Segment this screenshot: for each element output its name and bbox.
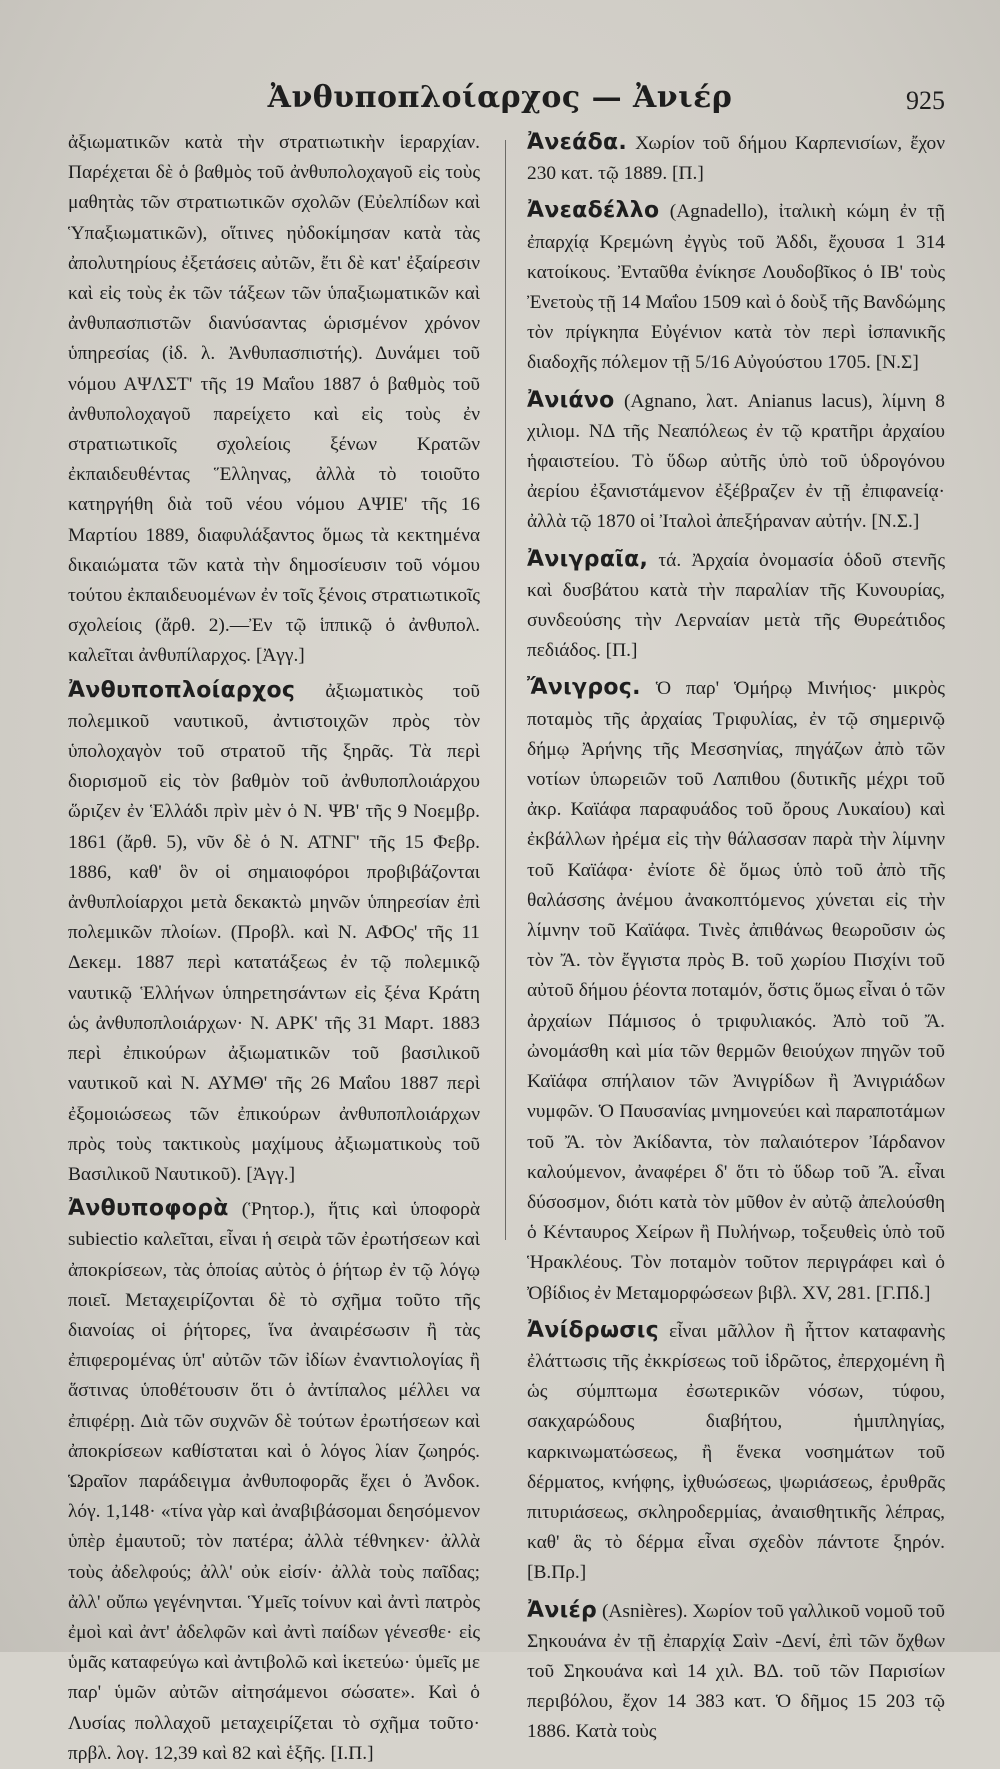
left-column [68, 128, 480, 1764]
page-number: 925 [906, 86, 945, 115]
entry-text: (Agnano, λατ. Anianus lacus), λίμνη 8 χιλιομ. ΝΔ τῆς Νεαπόλεως ἐν τῷ κρατῆρι ἀρχαίου ἡφαιστείου. Τὸ ὕδωρ αὐτῆς ὑπὸ τοῦ ὑδρογόνου ἀερίου ἐξανιστάμενον ἐξέβραζεν ἐν τῇ ἐπιφανείᾳ· ἀλλὰ τῷ 1870 οἱ Ἰταλοὶ ἀπεξήραναν αὐτήν. [Ν.Σ.] [527, 390, 945, 533]
entry-headword: Ἀνίδρωσις [527, 1317, 660, 1343]
entry [68, 1194, 480, 1769]
entry-headword: Ἀνθυποπλοίαρχος [68, 677, 296, 703]
column-divider [505, 140, 506, 1240]
entry-text: Ὁ παρ' Ὁμήρῳ Μινήιος· μικρὸς ποταμὸς τῆς ἀρχαίας Τριφυλίας, ἐν τῷ σημερινῷ δήμῳ Ἀρήνης τῆς Μεσσηνίας, πηγάζων ἀπὸ τῶν νοτίων ὑπωρειῶν τοῦ Λαπιθου (δυτικῆς μέχρι τοῦ ἀκρ. Καϊάφα παραφυάδος τοῦ ὄρους Λυκαίου) καὶ ἐκβάλλων ἠρέμα εἰς τὴν θάλασσαν παρὰ τὴν λίμνην τοῦ Καϊάφα· ἐνίοτε δὲ ὅμως ὑπὸ τοῦ ἀπὸ τῆς θαλάσσης ἀνέμου ἀνακοπτόμενος χύνεται εἰς τὴν λίμνην τοῦ Καϊάφα. Τινὲς ἀπιθάνως θεωροῦσιν ὡς τὸν Ἄ. τὸν ἔγγιστα πρὸς Β. τοῦ χωρίου Πισχίνι τοῦ αὐτοῦ δήμου ῥέοντα ποταμόν, ὅστις ὅμως εἶναι ὁ τῶν ἀρχαίων Πάμισος ὁ τριφυλιακός. Ἀπὸ τοῦ Ἄ. ὠνομάσθη καὶ μία τῶν θερμῶν θειούχων πηγῶν τοῦ Καϊάφα σπήλαιον τῶν Ἀνιγρίδων ἢ Ἀνιγριάδων νυμφῶν. Ὁ Παυσανίας μνημονεύει καὶ παραποτάμων τοῦ Ἄ. τὸν Ἀκίδαντα, τὸν παλαιότερον Ἰάρδανον καλούμενον, ἀναφέρει δ' ὅτι τὸ ὕδωρ τοῦ Ἄ. εἶναι δύσοσμον, διότι κατὰ τὸν μῦθον ἐν αὐτῷ ἀπελούσθη ὁ Κένταυρος Χείρων ἢ Πυλήνωρ, τοξευθεὶς ὑπὸ τοῦ Ἡρακλέους. Τὸν ποταμὸν τοῦτον περιγράφει καὶ ὁ Ὀβίδιος ἐν Μεταμορφώσεων βιβλ. XV, 281. [Γ.Πδ.] [527, 678, 945, 1304]
entry-text: εἶναι μᾶλλον ἢ ἧττον καταφανὴς ἐλάττωσις τῆς ἐκκρίσεως τοῦ ἱδρῶτος, ἐπερχομένη ἢ ὡς σύμπτωμα ἐσωτερικῶν νόσων, τύφου, σακχαρώδους διαβήτου, ἡμιπληγίας, καρκινωματώσεως, ἢ ἕνεκα νοσημάτων τοῦ δέρματος, κνήφης, ἰχθυώσεως, ψωριάσεως, ἐρυθρᾶς πιτυριάσεως, σκληροδερμίας, ἀναισθητικῆς λέπρας, καθ' ἃς τὸ δέρμα εἶναι σχεδὸν πάντοτε ξηρόν. [Β.Πρ.] [527, 1320, 945, 1584]
entry-text: (Ῥητορ.), ἥτις καὶ ὑποφορὰ subiectio καλεῖται, εἶναι ἡ σειρὰ τῶν ἐρωτήσεων καὶ ἀποκρίσεων, τὰς ὁποίας αὐτὸς ὁ ῥήτωρ ἐν τῷ λόγῳ ποιεῖ. Μεταχειρίζονται δὲ τὸ σχῆμα τοῦτο τῆς διανοίας οἱ ῥήτορες, ἵνα ἀναιρέσωσιν ἢ τὰς ἐπιφερομένας ὑπ' αὐτῶν τῶν ἰδίων ἐναντιολογίας ἢ ἅστινας ὑποθέτουσιν ὅτι ὁ ἀντίπαλος μέλλει να ἐπιφέρῃ. Διὰ τῶν συχνῶν δὲ τούτων ἐρωτήσεων καὶ ἀποκρίσεων καθίσταται καὶ ὁ λόγος λίαν ζωηρός. Ὡραῖον παράδειγμα ἀνθυποφορᾶς ἔχει ὁ Ἀνδοκ. λόγ. 1,148· «τίνα γὰρ καὶ ἀναβιβάσομαι δεησόμενον ὑπὲρ ἐμαυτοῦ; τὸν πατέρα; ἀλλὰ τέθνηκεν· ἀλλὰ τοὺς ἀδελφούς; ἀλλ' οὐκ εἰσίν· ἀλλὰ τοὺς παῖδας; ἀλλ' οὔπω γεγένηνται. Ὑμεῖς τοίνυν καὶ ἀντὶ πατρὸς ἐμοὶ καὶ ἀντ' ἀδελφῶν καὶ ἀντὶ παίδων γένεσθε· εἰς ὑμᾶς καταφεύγω καὶ ἀντιβολῶ καὶ ἱκετεύω· ὑμεῖς με παρ' ὑμῶν αὐτῶν αἰτησάμενοι σώσατε». Καὶ ὁ Λυσίας πολλαχοῦ μεταχειρίζεται τὸ σχῆμα τοῦτο· πρβλ. λογ. 12,39 καὶ 82 καὶ ἑξῆς. [Ι.Π.] [68, 1199, 480, 1764]
entry-headword: Ἀνεαδέλλο [527, 198, 660, 224]
entry-headword: Ἀνεάδα. [527, 130, 628, 155]
entry [527, 386, 945, 538]
entry-text: (Asnières). Χωρίον τοῦ γαλλικοῦ νομοῦ τοῦ Σηκουάνα ἐν τῇ ἐπαρχίᾳ Σαὶν -Δενί, ἐπὶ τῶν ὄχθων τοῦ Σηκουάνα καὶ 14 χιλ. ΒΔ. τοῦ τῶν Παρισίων περιβόλου, ἔχον 14 383 κατ. Ὁ δῆμος 15 203 τῷ 1886. Κατὰ τοὺς [527, 1600, 945, 1743]
entry-text: ἀξιωματικὸς τοῦ πολεμικοῦ ναυτικοῦ, ἀντιστοιχῶν πρὸς τὸν ὑπολοχαγὸν τοῦ στρατοῦ τῆς ξηρᾶς. Τὰ περὶ διορισμοῦ εἰς τὸν βαθμὸν τοῦ ἀνθυποπλοιάρχου ὥριζεν ἐν Ἑλλάδι πρὶν μὲν ὁ Ν. ΨΒ' τῆς 9 Νοεμβρ. 1861 (ἄρθ. 5), νῦν δὲ ὁ Ν. ΑΤΝΓ' τῆς 15 Φεβρ. 1886, καθ' ὃν οἱ σημαιοφόροι προβιβάζονται ἀνθυπλοίαρχοι μετὰ δεκακτὼ μηνῶν ὑπηρεσίαν ἐπὶ πολεμικῶν πλοίων. (Προβλ. καὶ Ν. ΑΦΟς' τῆς 11 Δεκεμ. 1887 περὶ κατατάξεως ἐν τῷ πολεμικῷ ναυτικῷ Ἑλλήνων ὑπηρετησάντων εἰς ξένα Κράτη ὡς ἀνθυποπλοιάρχων· Ν. ΑΡΚ' τῆς 31 Μαρτ. 1883 περὶ ἐπικούρων ἀξιωματικῶν τοῦ βασιλικοῦ ναυτικοῦ καὶ Ν. ΑΥΜΘ' τῆς 26 Μαΐου 1887 περὶ ἐξομοιώσεως τῶν ἐπικούρων ἀνθυποπλοιάρχων πρὸς τοὺς τακτικοὺς μαχίμους ἀξιωματικοὺς τοῦ Βασιλικοῦ Ναυτικοῦ). [Ἀγγ.] [68, 680, 480, 1185]
entry-headword: Ἀνιέρ [527, 1597, 598, 1623]
running-head: Ἀνθυποπλοίαρχος — Ἀνιέρ [267, 80, 733, 115]
right-column [527, 128, 945, 1743]
entry [527, 673, 945, 1308]
entry-text: Χωρίον τοῦ δήμου Καρπενισίων, ἔχον 230 κατ. τῷ 1889. [Π.] [527, 133, 945, 185]
entry [527, 1596, 945, 1748]
entry-headword: Ἄνιγρος. [527, 675, 641, 701]
page-header [0, 74, 1000, 124]
entry [527, 1316, 945, 1589]
entry-headword: Ἀνιγραῖα, [527, 546, 649, 572]
entry [527, 196, 945, 378]
continuation-text: ἀξιωματικῶν κατὰ τὴν στρατιωτικὴν ἱεραρχίαν. Παρέχεται δὲ ὁ βαθμὸς τοῦ ἀνθυπολοχαγοῦ εἰς τοὺς μαθητὰς τῶν στρατιωτικῶν σχολῶν (Εὐελπίδων καὶ Ὑπαξιωματικῶν), οἵτινες ηὐδοκίμησαν κατὰ τὰς ἀπολυτηρίους ἐξετάσεις αὐτῶν, ἔτι δὲ κατ' ἐξαίρεσιν καὶ εἰς τοὺς ἐκ τῶν τάξεων τῶν ὑπαξιωματικῶν καὶ ἀνθυπασπιστῶν διανύσαντας ὡρισμένον χρόνον ὑπηρεσίας (ἰδ. λ. Ἀνθυπασπιστής). Δυνάμει τοῦ νόμου ΑΨΛΣΤ' τῆς 19 Μαΐου 1887 ὁ βαθμὸς τοῦ ἀνθυπολοχαγοῦ παρείχετο καὶ εἰς τοὺς ἐν στρατιωτικοῖς σχολείοις ξένων Κρατῶν ἐκπαιδευθέντας Ἕλληνας, ἀλλὰ τὸ τοιοῦτο κατηργήθη διὰ τοῦ νέου νόμου ΑΨΙΕ' τῆς 16 Μαρτίου 1889, διαφυλάξαντος ὅμως τὰ κεκτημένα δικαιώματα τῶν κατὰ τὴν δημοσίευσιν τοῦ νόμου τούτου ἐκπαιδευομένων ἐν τοῖς ξένοις στρατιωτικοῖς σχολείοις (ἄρθ. 2).—Ἐν τῷ ἱππικῷ ὁ ἀνθυπολ. καλεῖται ἀνθυπίλαρχος. [Ἀγγ.] [68, 132, 480, 667]
entry-headword: Ἀνιάνο [527, 387, 615, 413]
entry [527, 128, 945, 189]
entry-text: (Agnadello), ἰταλικὴ κώμη ἐν τῇ ἐπαρχίᾳ Κρεμώνη ἐγγὺς τοῦ Ἀδδι, ἔχουσα 1 314 κατοίκους. Ἐνταῦθα ἐνίκησε Λουδοβῖκος ὁ ΙΒ' τοὺς Ἐνετοὺς τῇ 14 Μαΐου 1509 καὶ ὁ δοὺξ τῆς Βανδώμης τὸν πρίγκηπα Εὐγένιον κατὰ τὸν περὶ ἰσπανικῆς διαδοχῆς πόλεμον τῇ 5/16 Αὐγούστου 1705. [Ν.Σ] [527, 201, 945, 374]
entry-headword: Ἀνθυποφορὰ [68, 1196, 229, 1222]
entry [527, 545, 945, 667]
entry-text: τά. Ἀρχαία ὀνομασία ὁδοῦ στενῆς καὶ δυσβάτου κατὰ τὴν παραλίαν τῆς Κυνουρίας, συνδεούσης τὴν Λερναίαν μετὰ τῆς Θυρεάτιδος πεδιάδος. [Π.] [527, 549, 945, 662]
entry [68, 676, 480, 1190]
